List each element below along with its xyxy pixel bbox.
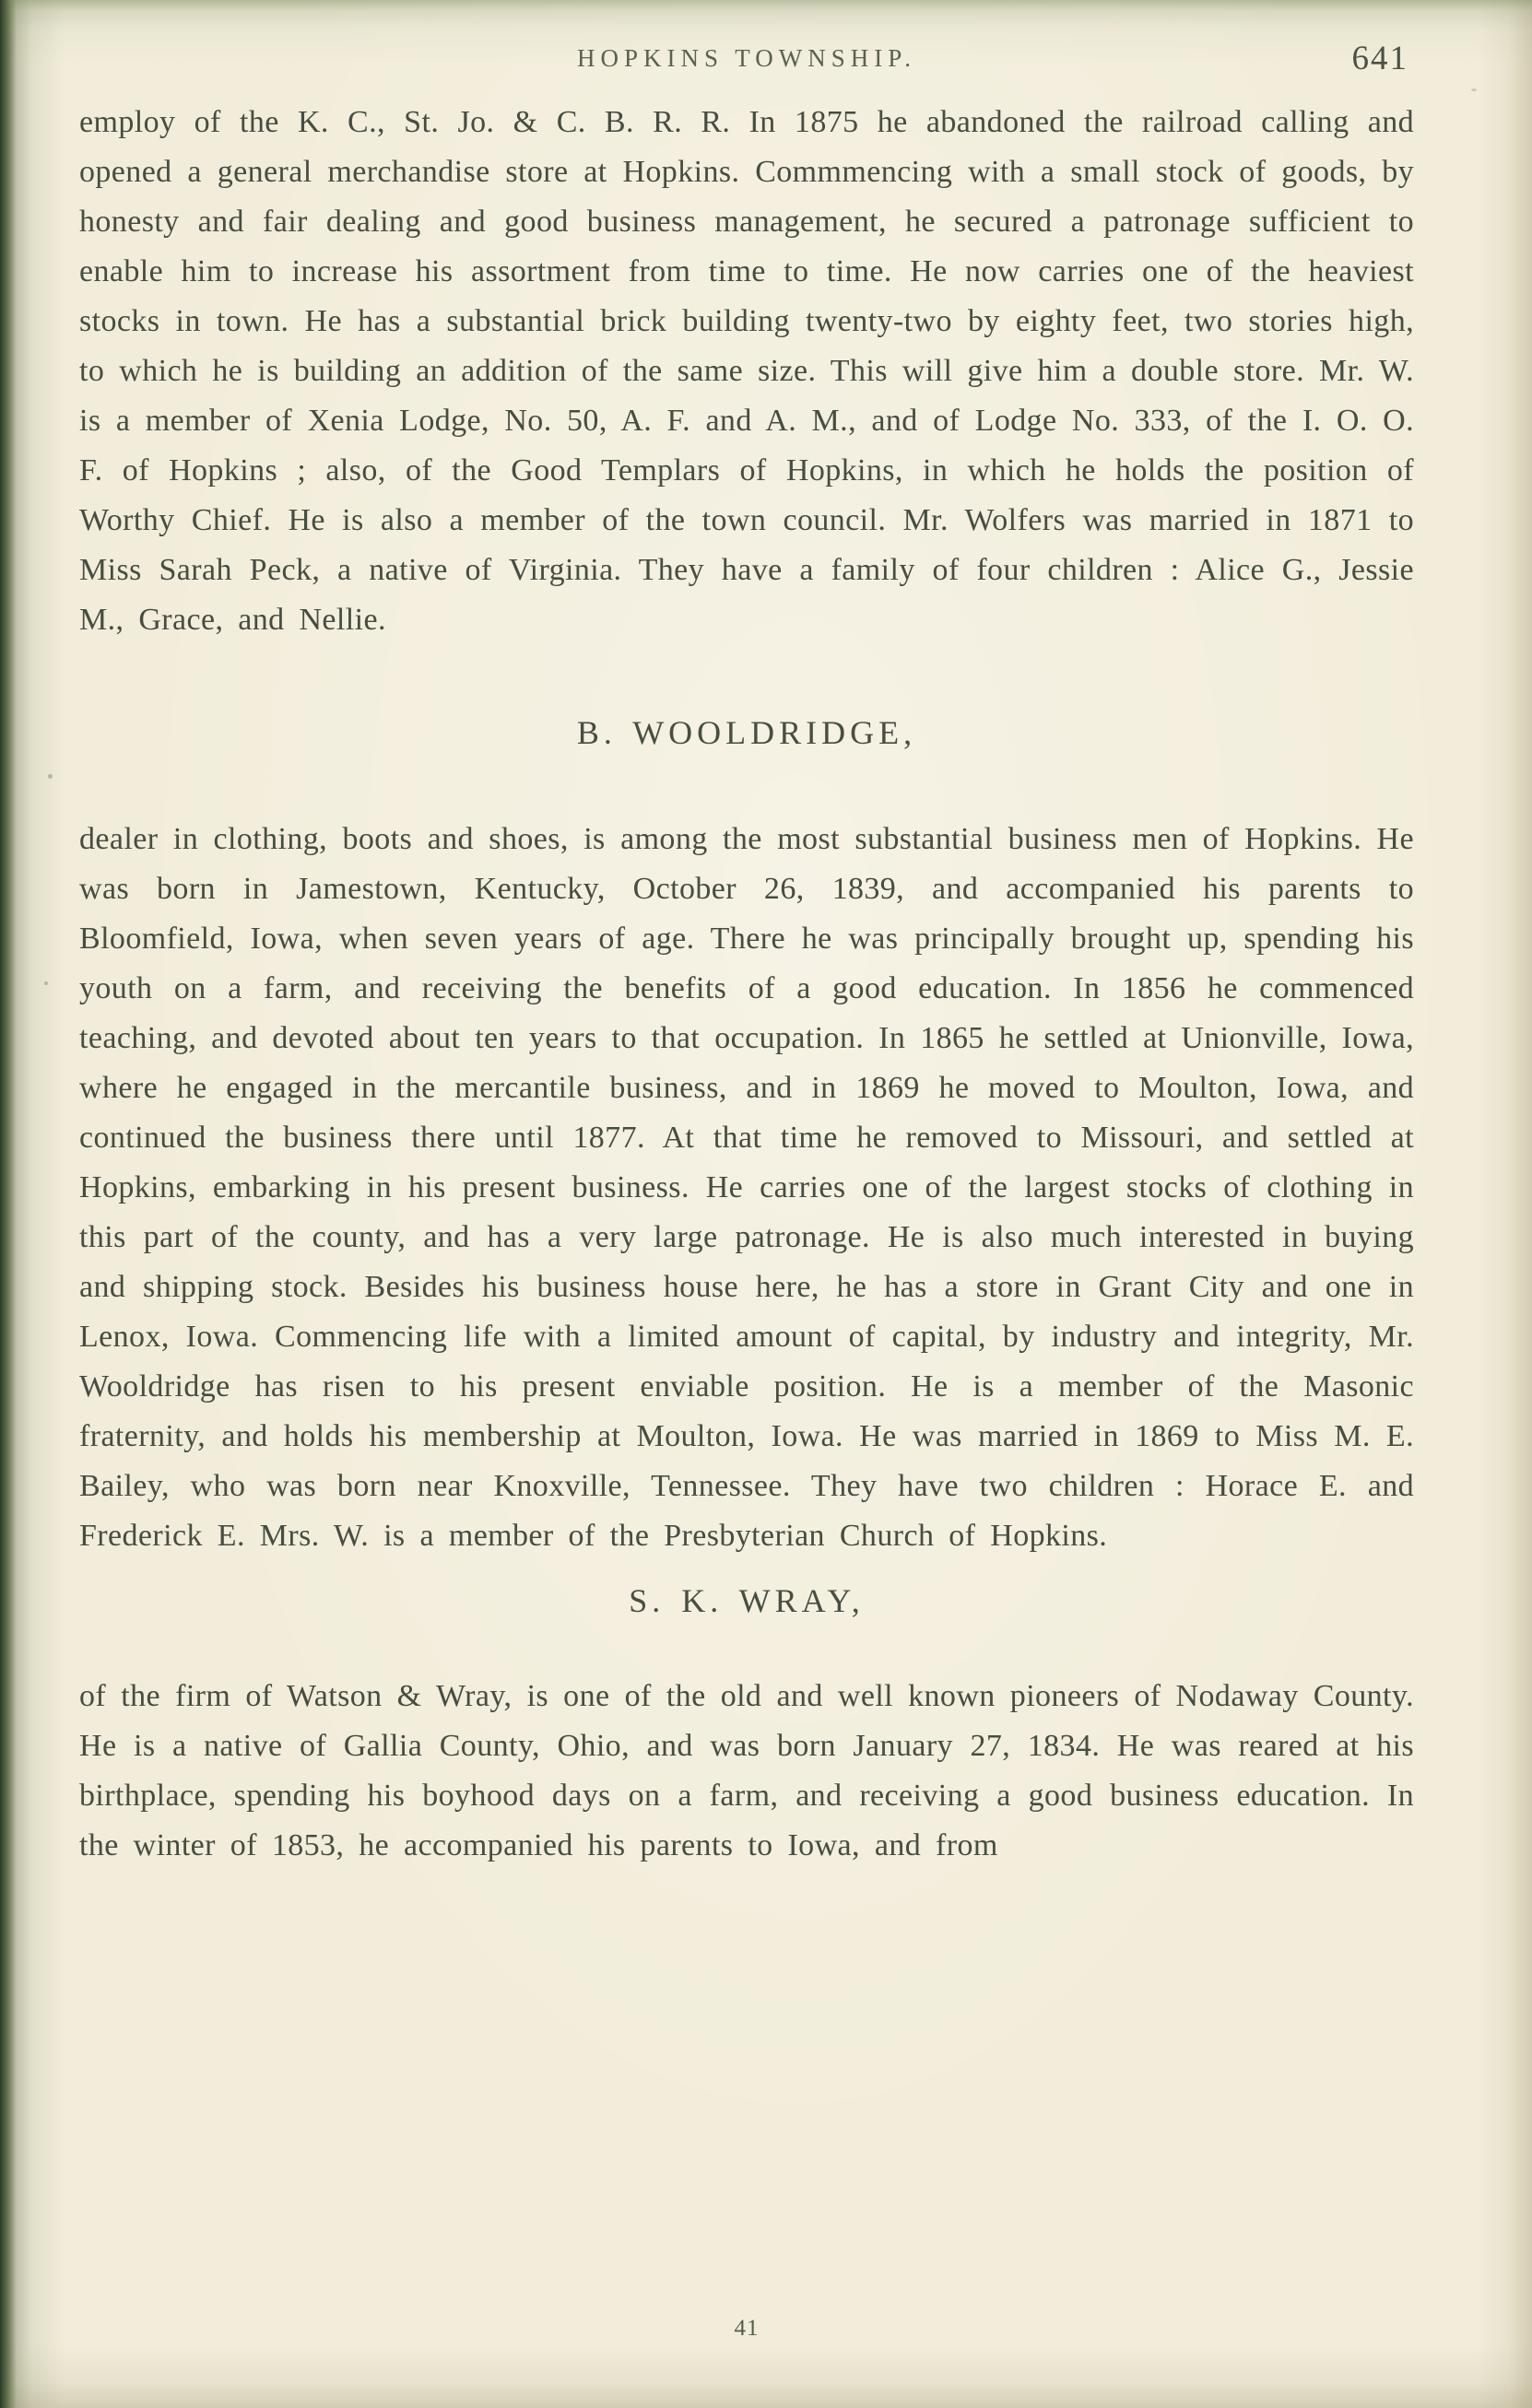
- heading-wooldridge: B. WOOLDRIDGE,: [576, 714, 917, 751]
- paragraph-wray: of the firm of Watson & Wray, is one of the old and well known pioneers of Nodaway County. He is a native of Gallia County, Ohio, and was born January 27, 1834. He was reared at his birthplace, spending his boyhood days on a farm, and receiving a good business education. In the winter of 1853, he accompanied his parents to Iowa, and from: [79, 1679, 1414, 1862]
- page-header: [79, 39, 1414, 88]
- paragraph-wooldridge: dealer in clothing, boots and shoes, is among the most substantial business men of Hopkins. He was born in Jamestown, Kentucky, October 26, 1839, and accompanied his parents to Bloomfield, Iowa, when seven years of age. There he was principally brought up, spending his youth on a farm, and receiving the benefits of a good education. In 1856 he commenced teaching, and devoted about ten years to that occupation. In 1865 he settled at Unionville, Iowa, where he engaged in the mercantile business, and in 1869 he moved to Moulton, Iowa, and continued the business there until 1877. At that time he removed to Missouri, and settled at Hopkins, embarking in his present business. He carries one of the largest stocks of clothing in this part of the county, and has a very large patronage. He is also much interested in buying and shipping stock. Besides his business house here, he has a store in Grant City and one in Lenox, Iowa. Commencing life with a limited amount of capital, by industry and integrity, Mr. Wooldridge has risen to his present enviable position. He is a member of the Masonic fraternity, and holds his membership at Moulton, Iowa. He was married in 1869 to Miss M. E. Bailey, who was born near Knoxville, Tennessee. They have two children : Horace E. and Frederick E. Mrs. W. is a member of the Presbyterian Church of Hopkins.: [79, 822, 1414, 1553]
- page-number: 641: [1351, 40, 1408, 77]
- running-title: HOPKINS TOWNSHIP.: [576, 44, 917, 72]
- heading-wray: S. K. WRAY,: [629, 1582, 865, 1619]
- page-body: [79, 98, 1414, 1871]
- paper-speck: [1471, 88, 1477, 91]
- paper-speck: [48, 774, 53, 779]
- paragraph-wolfers: employ of the K. C., St. Jo. & C. B. R. R. In 1875 he abandoned the railroad calling and opened a general merchandise store at Hopkins. Commmencing with a small stock of goods, by honesty and fair dealing and good business management, he secured a patronage sufficient to enable him to increase his assortment from time to time. He now carries one of the heaviest stocks in town. He has a substantial brick building twenty-two by eighty feet, two stories high, to which he is building an addition of the same size. This will give him a double store. Mr. W. is a member of Xenia Lodge, No. 50, A. F. and A. M., and of Lodge No. 333, of the I. O. O. F. of Hopkins ; also, of the Good Templars of Hopkins, in which he holds the position of Worthy Chief. He is also a member of the town council. Mr. Wolfers was married in 1871 to Miss Sarah Peck, a native of Virginia. They have a family of four children : Alice G., Jessie M., Grace, and Nellie.: [79, 105, 1414, 637]
- signature-number: 41: [734, 2316, 760, 2341]
- paper-speck: [44, 981, 48, 985]
